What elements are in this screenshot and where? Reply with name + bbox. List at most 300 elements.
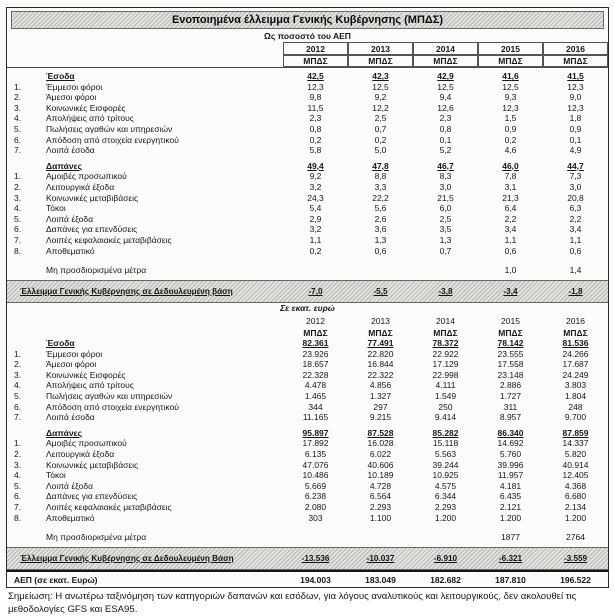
value-cell: 7,8 [504, 171, 517, 182]
section-total-cell: 85.282 [432, 427, 459, 438]
row-number: 4. [14, 203, 22, 214]
year-cell: 2016 [543, 42, 608, 55]
value-cell: 6.022 [369, 449, 392, 460]
row-label: Απόδοση από στοιχεία ενεργητικού [46, 134, 179, 145]
value-cell: 4.728 [369, 480, 392, 491]
value-cell: 8,8 [374, 171, 387, 182]
value-cell: 4.856 [369, 380, 392, 391]
value-cell: 2,9 [309, 213, 322, 224]
gdp-label: ΑΕΠ (σε εκατ. Ευρώ) [14, 574, 98, 585]
value-cell: 1.327 [369, 391, 392, 402]
value-cell: 11,5 [307, 102, 324, 113]
value-cell: 248 [568, 401, 583, 412]
table-row [7, 513, 608, 524]
value-cell: 5,2 [439, 145, 452, 156]
value-cell: 10.486 [302, 470, 329, 481]
value-cell: 2,5 [374, 113, 387, 124]
table-footnote: Σημείωση: Η ανωτέρω ταξινόμηση των κατηγοριών δαπανών και εσόδων, για λόγους αναλυτικούς και λειτουργικούς, δεν ακολουθεί τις μεθοδολογίες GFS και ESA95. [8, 591, 577, 615]
value-cell: 40.606 [367, 459, 394, 470]
value-cell: 2,5 [439, 213, 452, 224]
table-row [7, 235, 608, 246]
deficit-value: -5,5 [373, 287, 388, 297]
section-total-cell: 47,8 [372, 160, 389, 171]
value-cell: 5.563 [434, 449, 457, 460]
section-total-cell: 87.528 [367, 427, 394, 438]
value-cell: 6.435 [499, 491, 522, 502]
row-label: Κοινωνικές μεταβιβάσεις [46, 192, 139, 203]
row-label: Απολήψεις από τρίτους [46, 113, 134, 124]
row-label: Άμεσοι φόροι [46, 359, 97, 370]
row-number: 4. [14, 470, 22, 481]
row-label: Απολήψεις από τρίτους [46, 380, 134, 391]
row-number: 4. [14, 113, 22, 124]
value-cell: 1,1 [504, 234, 517, 245]
value-cell: 3.803 [564, 380, 587, 391]
value-cell: 0,1 [569, 134, 582, 145]
row-label: Αμοιβές προσωπικού [46, 171, 127, 182]
deficit-value: -3,4 [503, 287, 518, 297]
value-cell: 39.244 [432, 459, 459, 470]
value-cell: 8.957 [499, 412, 522, 423]
deficit-value: -6.321 [498, 554, 523, 564]
table-row [7, 502, 608, 513]
section-total-cell: 95.897 [302, 427, 329, 438]
value-cell: 1.465 [304, 391, 327, 402]
row-number: 6. [14, 224, 22, 235]
table-row [7, 92, 608, 103]
gdp-row [7, 570, 608, 587]
value-cell: 6,3 [569, 203, 582, 214]
value-cell: 2,3 [309, 113, 322, 124]
row-label: Αποθεματικό [46, 512, 95, 523]
value-cell: 14.692 [497, 438, 524, 449]
value-cell: 12,5 [437, 81, 454, 92]
value-cell: 40.914 [562, 459, 589, 470]
row-label: Λοιπές κεφαλαιακές μεταβιβάσεις [46, 234, 172, 245]
row-label: Κοινωνικές Εισφορές [46, 369, 126, 380]
deficit-value: -13.536 [301, 554, 330, 564]
value-cell: 2,2 [504, 213, 517, 224]
value-cell: 1,3 [439, 234, 452, 245]
scenario-cell: ΜΠΔΣ [283, 55, 348, 67]
value-cell: 1,3 [374, 234, 387, 245]
row-label: Λοιπές κεφαλαιακές μεταβιβάσεις [46, 502, 172, 512]
value-cell: 1,1 [309, 234, 322, 245]
value-cell: 18.657 [302, 359, 329, 370]
value-cell: 303 [308, 512, 323, 523]
value-cell: 9,4 [439, 92, 452, 103]
table-title [11, 11, 604, 29]
table-row [7, 135, 608, 146]
measures-row [7, 531, 608, 544]
value-cell: 1,4 [569, 265, 582, 276]
eur-scenario-header [7, 327, 608, 338]
row-label: Λειτουργικά έξοδα [46, 449, 115, 460]
value-cell: 0,6 [569, 245, 582, 256]
row-number: 5. [14, 391, 22, 402]
value-cell: 20,8 [567, 192, 584, 203]
value-cell: 15.118 [432, 438, 459, 449]
table-row [7, 171, 608, 182]
scenario-cell: ΜΠΔΣ [413, 55, 478, 67]
section-total-cell: 41,6 [502, 71, 519, 81]
section-total-cell: 86.340 [497, 427, 524, 438]
value-cell: 5.820 [564, 449, 587, 460]
year-cell: 2014 [413, 42, 478, 55]
value-cell: 8,3 [439, 171, 452, 182]
value-cell: 3,3 [374, 181, 387, 192]
value-cell: 12,3 [567, 81, 584, 92]
deficit-label: Έλλειμμα Γενικής Κυβέρνησης σε Δεδουλευμένη Βάση [20, 553, 234, 563]
value-cell: 2,6 [374, 213, 387, 224]
table-row [7, 438, 608, 449]
row-number: 2. [14, 359, 22, 370]
value-cell: 0,2 [504, 134, 517, 145]
scenario-cell: ΜΠΔΣ [563, 327, 588, 338]
deficit-label: Έλλειμμα Γενικής Κυβέρνησης σε Δεδουλευμένη βάση [20, 286, 233, 296]
table-row [7, 145, 608, 156]
row-number: 7. [14, 412, 22, 423]
eur-deficit-row [7, 547, 608, 570]
value-cell: 12,3 [307, 81, 324, 92]
deficit-value: -3.559 [563, 554, 588, 564]
spacer [7, 523, 608, 528]
value-cell: 1,1 [569, 234, 582, 245]
section-total-cell: 78.142 [497, 338, 524, 349]
value-cell: 12,5 [372, 81, 389, 92]
value-cell: 3,5 [439, 224, 452, 235]
row-label: Αποθεματικό [46, 245, 95, 256]
row-label: Λοιπά έσοδα [46, 412, 95, 423]
table-row [7, 203, 608, 214]
row-number: 6. [14, 134, 22, 145]
table-row [7, 470, 608, 481]
value-cell: 4.111 [435, 380, 456, 391]
value-cell: 4.478 [304, 380, 327, 391]
table-title-text: Ενοποιημένα έλλειμμα Γενικής Κυβέρνησης (ΜΠΔΣ) [171, 14, 444, 26]
value-cell: 3,1 [504, 181, 517, 192]
table-row [7, 370, 608, 381]
table-row [7, 182, 608, 193]
value-cell: 16.844 [367, 359, 394, 370]
table-row [7, 214, 608, 225]
eur-body [7, 338, 608, 544]
value-cell: 1,8 [569, 113, 582, 124]
value-cell: 1877 [501, 532, 520, 543]
value-cell: 0,2 [374, 134, 387, 145]
spacer [7, 256, 608, 261]
value-cell: 4,6 [504, 145, 517, 156]
section-total-cell: 42,3 [372, 71, 389, 81]
value-cell: 10.189 [367, 470, 394, 481]
value-cell: 6,0 [439, 203, 452, 214]
value-cell: 11.165 [302, 412, 329, 423]
value-cell: 3,2 [309, 224, 322, 235]
row-label: Άμεσοι φόροι [46, 92, 97, 103]
value-cell: 2,3 [439, 113, 452, 124]
value-cell: 22.820 [367, 348, 394, 359]
row-number: 7. [14, 145, 22, 156]
value-cell: 1.200 [564, 512, 587, 523]
row-label: Λοιπά έσοδα [46, 145, 95, 156]
value-cell: 0,6 [504, 245, 517, 256]
eur-year-header [7, 314, 608, 327]
value-cell: 11.957 [497, 470, 524, 481]
row-number: 6. [14, 401, 22, 412]
value-cell: 23.926 [302, 348, 329, 359]
section-label: Δαπάνες [46, 427, 83, 438]
row-number: 2. [14, 449, 22, 460]
row-number: 8. [14, 512, 22, 523]
value-cell: 344 [308, 401, 323, 412]
value-cell: 0,1 [439, 134, 452, 145]
pct-year-header [7, 42, 608, 55]
value-cell: 22.922 [432, 348, 459, 359]
value-cell: 2.293 [434, 502, 457, 512]
measures-label: Μη προσδιορισμένα μέτρα [46, 532, 147, 543]
year-cell: 2016 [566, 315, 585, 326]
year-cell: 2013 [348, 42, 413, 55]
value-cell: 5,0 [374, 145, 387, 156]
value-cell: 0,8 [439, 123, 452, 134]
value-cell: 9.215 [369, 412, 392, 423]
row-number: 1. [14, 348, 22, 359]
value-cell: 6,4 [504, 203, 517, 214]
value-cell: 297 [373, 401, 388, 412]
value-cell: 22.322 [367, 369, 394, 380]
value-cell: 5.669 [304, 480, 327, 491]
row-label: Έμμεσοι φόροι [46, 348, 103, 359]
table-row [7, 380, 608, 391]
value-cell: 2.080 [304, 502, 327, 512]
deficit-value: -6.910 [433, 554, 458, 564]
section-total-cell: 42,9 [437, 71, 454, 81]
value-cell: 9,8 [309, 92, 322, 103]
value-cell: 9,0 [569, 92, 582, 103]
row-number: 4. [14, 380, 22, 391]
row-number: 6. [14, 491, 22, 502]
value-cell: 1.804 [564, 391, 587, 402]
value-cell: 250 [438, 401, 453, 412]
value-cell: 17.687 [562, 359, 589, 370]
section-header-row [7, 428, 608, 439]
value-cell: 21,3 [502, 192, 519, 203]
row-number: 3. [14, 102, 22, 113]
scenario-cell: ΜΠΔΣ [303, 327, 328, 338]
value-cell: 2.121 [499, 502, 522, 512]
scenario-cell: ΜΠΔΣ [433, 327, 458, 338]
value-cell: 1,5 [504, 113, 517, 124]
value-cell: 1.549 [434, 391, 457, 402]
year-cell: 2015 [501, 315, 520, 326]
year-cell: 2014 [436, 315, 455, 326]
row-label: Κοινωνικές Εισφορές [46, 102, 126, 113]
row-number: 1. [14, 171, 22, 182]
table-row [7, 124, 608, 135]
value-cell: 0,2 [309, 134, 322, 145]
value-cell: 12,3 [567, 102, 584, 113]
value-cell: 9.700 [564, 412, 587, 423]
value-cell: 3,0 [569, 181, 582, 192]
row-number: 2. [14, 181, 22, 192]
row-number: 3. [14, 192, 22, 203]
scenario-cell: ΜΠΔΣ [478, 55, 543, 67]
value-cell: 9,2 [309, 171, 322, 182]
row-label: Κοινωνικές μεταβιβάσεις [46, 459, 139, 470]
row-label: Λοιπά έξοδα [46, 480, 94, 491]
value-cell: 3,4 [569, 224, 582, 235]
value-cell: 4.368 [564, 480, 587, 491]
deficit-value: -1,8 [568, 287, 583, 297]
gdp-value: 196.522 [560, 574, 591, 585]
value-cell: 7,3 [569, 171, 582, 182]
row-number: 7. [14, 502, 22, 512]
table-row [7, 460, 608, 471]
row-label: Λοιπά έξοδα [46, 213, 94, 224]
value-cell: 16.028 [367, 438, 394, 449]
section-header-row [7, 71, 608, 82]
value-cell: 22.998 [432, 369, 459, 380]
scenario-cell: ΜΠΔΣ [543, 55, 608, 67]
value-cell: 17.558 [497, 359, 524, 370]
table-row [7, 402, 608, 413]
scenario-cell: ΜΠΔΣ [368, 327, 393, 338]
section-total-cell: 49,4 [307, 160, 324, 171]
row-label: Πωλήσεις αγαθών και υπηρεσιών [46, 391, 173, 402]
value-cell: 1.100 [369, 512, 392, 523]
scenario-cell: ΜΠΔΣ [348, 55, 413, 67]
value-cell: 12,2 [372, 102, 389, 113]
section-header-row [7, 161, 608, 172]
value-cell: 4,9 [569, 145, 582, 156]
table-row [7, 491, 608, 502]
section-label: Δαπάνες [46, 160, 83, 171]
value-cell: 2,2 [569, 213, 582, 224]
row-number: 1. [14, 438, 22, 449]
year-cell: 2012 [283, 42, 348, 55]
value-cell: 24,3 [307, 192, 324, 203]
section-total-cell: 44,7 [567, 160, 584, 171]
row-number: 5. [14, 480, 22, 491]
value-cell: 22.328 [302, 369, 329, 380]
value-cell: 12,6 [437, 102, 454, 113]
row-number: 1. [14, 81, 22, 92]
value-cell: 6.680 [564, 491, 587, 502]
deficit-value: -7,0 [308, 287, 323, 297]
pct-scenario-header [7, 55, 608, 68]
value-cell: 22,2 [372, 192, 389, 203]
table-row [7, 103, 608, 114]
value-cell: 5.760 [499, 449, 522, 460]
section-label: Έσοδα [46, 338, 75, 349]
gdp-value: 182.682 [430, 574, 461, 585]
value-cell: 311 [503, 401, 518, 412]
section-label: Έσοδα [46, 71, 75, 81]
value-cell: 4.575 [434, 480, 457, 491]
measures-row [7, 264, 608, 277]
scenario-cell: ΜΠΔΣ [498, 327, 523, 338]
table-row [7, 224, 608, 235]
value-cell: 6.344 [434, 491, 457, 502]
value-cell: 6.564 [369, 491, 392, 502]
value-cell: 2.293 [369, 502, 392, 512]
value-cell: 9,3 [504, 92, 517, 103]
table-row [7, 412, 608, 423]
value-cell: 6.238 [304, 491, 327, 502]
row-label: Τόκοι [46, 470, 66, 481]
row-label: Τόκοι [46, 203, 66, 214]
table-row [7, 193, 608, 204]
value-cell: 1.200 [499, 512, 522, 523]
value-cell: 1.727 [499, 391, 522, 402]
row-label: Δαπάνες για επενδύσεις [46, 491, 138, 502]
table-row [7, 449, 608, 460]
row-number: 7. [14, 234, 22, 245]
value-cell: 24.249 [562, 369, 589, 380]
value-cell: 1,0 [504, 265, 517, 276]
row-number: 5. [14, 213, 22, 224]
table-row [7, 349, 608, 360]
row-number: 3. [14, 369, 22, 380]
value-cell: 3,0 [439, 181, 452, 192]
row-number: 8. [14, 245, 22, 256]
value-cell: 17.892 [302, 438, 329, 449]
gdp-value: 183.049 [365, 574, 396, 585]
deficit-value: -3,8 [438, 287, 453, 297]
value-cell: 47.076 [302, 459, 329, 470]
value-cell: 24.266 [562, 348, 589, 359]
value-cell: 12.405 [562, 470, 589, 481]
value-cell: 0,9 [569, 123, 582, 134]
value-cell: 2.886 [499, 380, 522, 391]
table-row [7, 246, 608, 257]
table-row [7, 481, 608, 492]
section-total-cell: 78.372 [432, 338, 459, 349]
row-label: Λειτουργικά έξοδα [46, 181, 115, 192]
value-cell: 2764 [566, 532, 585, 543]
table-row [7, 359, 608, 370]
value-cell: 23.148 [497, 369, 524, 380]
year-cell: 2015 [478, 42, 543, 55]
section-total-cell: 46,0 [502, 160, 519, 171]
row-label: Πωλήσεις αγαθών και υπηρεσιών [46, 123, 173, 134]
value-cell: 3,4 [504, 224, 517, 235]
value-cell: 0,2 [309, 245, 322, 256]
value-cell: 0,8 [309, 123, 322, 134]
deficit-value: -10.037 [366, 554, 395, 564]
measures-label: Μη προσδιορισμένα μέτρα [46, 265, 147, 276]
value-cell: 0,7 [439, 245, 452, 256]
gdp-value: 187.810 [495, 574, 526, 585]
section-total-cell: 42,5 [307, 71, 324, 81]
value-cell: 0,6 [374, 245, 387, 256]
row-number: 5. [14, 123, 22, 134]
value-cell: 3,6 [374, 224, 387, 235]
value-cell: 12,5 [502, 81, 519, 92]
pct-deficit-row [7, 280, 608, 303]
table-row [7, 113, 608, 124]
pct-unit-label: Ως ποσοστό του ΑΕΠ [264, 31, 351, 41]
table-row [7, 82, 608, 93]
value-cell: 39.996 [497, 459, 524, 470]
section-total-cell: 46,7 [437, 160, 454, 171]
value-cell: 5,6 [374, 203, 387, 214]
value-cell: 2.134 [564, 502, 587, 512]
section-total-cell: 82.361 [302, 338, 329, 349]
value-cell: 14.337 [562, 438, 589, 449]
year-cell: 2013 [371, 315, 390, 326]
row-label: Αμοιβές προσωπικού [46, 438, 127, 449]
